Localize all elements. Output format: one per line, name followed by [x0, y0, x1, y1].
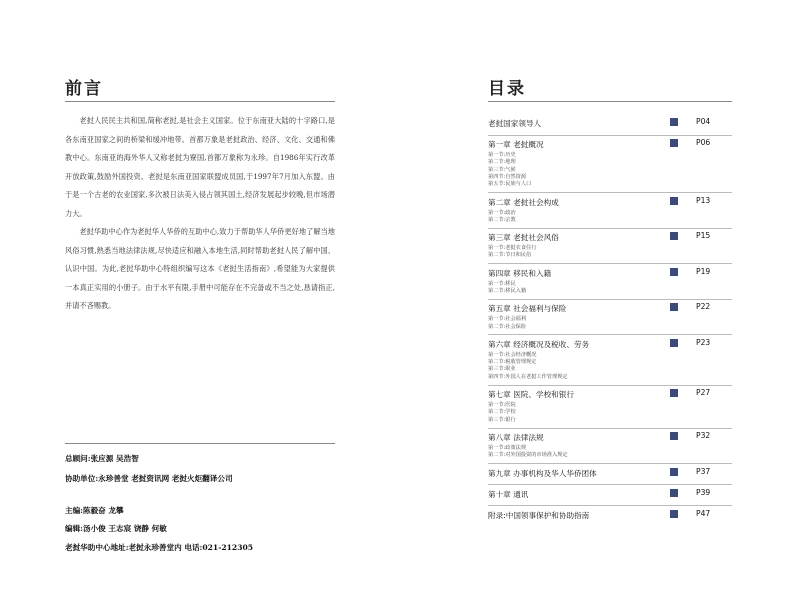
- toc-chapter-title[interactable]: 附录:中国领事保护和协助指南: [488, 510, 590, 520]
- toc-section[interactable]: 第二节:对外国投资的市场准入规定: [488, 452, 568, 459]
- toc-divider: [488, 385, 732, 386]
- toc-chapter-title[interactable]: 第四章 移民和入籍: [488, 268, 552, 278]
- toc-chapter-title[interactable]: 老挝国家领导人: [488, 119, 542, 128]
- toc-page-number: P22: [696, 302, 711, 312]
- toc-page-number: P27: [696, 388, 711, 398]
- page-marker-square: [670, 303, 678, 311]
- toc-chapter-title[interactable]: 第九章 办事机构及华人华侨团体: [488, 468, 597, 478]
- toc-chapter-title[interactable]: 第五章 社会福利与保险: [488, 304, 567, 314]
- toc-page-number: P19: [696, 266, 711, 276]
- toc-divider: [488, 334, 732, 335]
- toc-chapter-title[interactable]: 第七章 医院、学校和银行: [488, 390, 574, 400]
- toc-title: 目录: [488, 79, 526, 99]
- toc-section[interactable]: 第三节:银行: [488, 416, 516, 423]
- toc-section[interactable]: 第四节:自然资源: [488, 173, 527, 180]
- page-marker-square: [670, 118, 678, 126]
- toc-page-number: P15: [696, 231, 711, 241]
- toc-divider: [488, 428, 732, 429]
- toc-title-rule: [488, 101, 732, 102]
- toc-divider: [488, 228, 732, 229]
- toc-page-number: P32: [696, 431, 711, 440]
- credit-address: 老挝华助中心地址:老挝永珍善堂内 电话:021-212305: [65, 543, 254, 552]
- toc-chapter-title[interactable]: 第三章 老挝社会风俗: [488, 233, 559, 243]
- toc-divider: [488, 299, 732, 300]
- credits-rule: [65, 443, 335, 444]
- toc-section[interactable]: 第一节:政治: [488, 209, 516, 216]
- toc-section[interactable]: 第二节:移民入籍: [488, 287, 527, 294]
- toc-divider: [488, 463, 732, 464]
- toc-divider: [488, 484, 732, 485]
- credit-editors: 编辑:汤小俊 王志宸 饶静 何敏: [65, 524, 167, 533]
- toc-page-number: P13: [696, 195, 711, 205]
- toc-section[interactable]: 第一节:政策法规: [488, 445, 527, 451]
- toc-section[interactable]: 第一节:社会福利: [488, 316, 527, 323]
- toc-page-number: P37: [696, 466, 711, 476]
- toc-divider: [488, 192, 732, 193]
- toc-section[interactable]: 第一节:历史: [488, 152, 516, 158]
- toc-section[interactable]: 第一节:社会经济概况: [488, 351, 537, 358]
- page-marker-square: [670, 139, 678, 147]
- preface-title: 前言: [65, 79, 103, 99]
- toc-section[interactable]: 第三节:气候: [488, 166, 516, 173]
- page-marker-square: [670, 197, 678, 205]
- toc-section[interactable]: 第三节:职业: [488, 366, 516, 373]
- page-marker-square: [670, 268, 678, 276]
- page-marker-square: [670, 489, 678, 497]
- page-marker-square: [670, 232, 678, 240]
- credit-advisor: 总顾问:张应源 吴浩智: [65, 454, 139, 463]
- toc-divider: [488, 505, 732, 506]
- toc-section[interactable]: 第四节:外国人在老挝工作管理规定: [488, 373, 568, 380]
- credit-partners: 协助单位:永珍善堂 老挝资讯网 老挝火炬翻译公司: [65, 474, 233, 483]
- preface-title-rule: [65, 101, 335, 102]
- toc-section[interactable]: 第二节:社会保险: [488, 323, 527, 330]
- toc-page-number: P23: [696, 337, 711, 347]
- toc-chapter-title[interactable]: 第一章 老挝概况: [488, 140, 544, 149]
- toc-section[interactable]: 第一节:老挝衣食住行: [488, 245, 537, 252]
- toc-chapter-title[interactable]: 第六章 经济概况及税收、劳务: [488, 339, 590, 349]
- page-marker-square: [670, 389, 678, 397]
- toc-section[interactable]: 第二节:学校: [488, 409, 516, 416]
- toc-chapter-title[interactable]: 第八章 法律法规: [488, 433, 544, 442]
- toc-section[interactable]: 第二节:节日和民俗: [488, 252, 532, 259]
- page-marker-square: [670, 468, 678, 476]
- toc-chapter-title[interactable]: 第二章 老挝社会构成: [488, 197, 559, 207]
- toc-page-number: P39: [696, 487, 711, 497]
- page-marker-square: [670, 432, 678, 440]
- preface-paragraph-2: 老挝华助中心作为老挝华人华侨的互助中心,致力于帮助华人华侨更好地了解当地风俗习惯,熟悉当地法律法规,尽快适应和融入本地生活,同时帮助老挝人民了解中国、认识中国。为此,老挝华助中心特组织编写这本《老挝生活指南》,希望能为大家提供一本真正实用的小册子。由于水平有限,手册中可能存在不完备或不当之处,恳请指正,并请不吝赐教。: [65, 227, 335, 310]
- toc-section[interactable]: 第一节:医院: [488, 402, 516, 409]
- toc-section[interactable]: 第二节:宗教: [488, 216, 516, 223]
- toc-section[interactable]: 第二节:地理: [488, 159, 516, 166]
- toc-page-number: P47: [696, 508, 711, 518]
- toc-page-number: P04: [696, 117, 711, 126]
- toc-section[interactable]: 第一节:移民: [488, 280, 516, 287]
- preface-paragraph-1: 老挝人民民主共和国,简称老挝,是社会主义国家。位于东南亚大陆的十字路口,是各东南亚国家之间的桥梁和缓冲地带。首都万象是老挝政治、经济、文化、交通和佛教中心。东南亚的海外华人又称老挝为寮国,首都万象称为永珍。自1986年实行改革开放政策,鼓励外国投资。老挝是东南亚国家联盟成员国,于1997年7月加入东盟。由于是一个古老的农业国家,多次被日法美入侵占领其国土,经济发展起步较晚,但市场潜力大。: [65, 116, 335, 218]
- right-page: [400, 0, 800, 600]
- page-marker-square: [670, 510, 678, 518]
- toc-section[interactable]: 第二节:税收管理规定: [488, 359, 537, 366]
- preface-body: [65, 112, 335, 316]
- toc-section[interactable]: 第五节:民族与人口: [488, 181, 532, 188]
- toc-chapter-title[interactable]: 第十章 通讯: [488, 489, 529, 499]
- page-marker-square: [670, 339, 678, 347]
- credit-chief-editor: 主编:陈毅奋 龙攀: [65, 506, 124, 515]
- toc-divider: [488, 263, 732, 264]
- toc-page-number: P06: [696, 138, 711, 147]
- toc-divider: [488, 135, 732, 136]
